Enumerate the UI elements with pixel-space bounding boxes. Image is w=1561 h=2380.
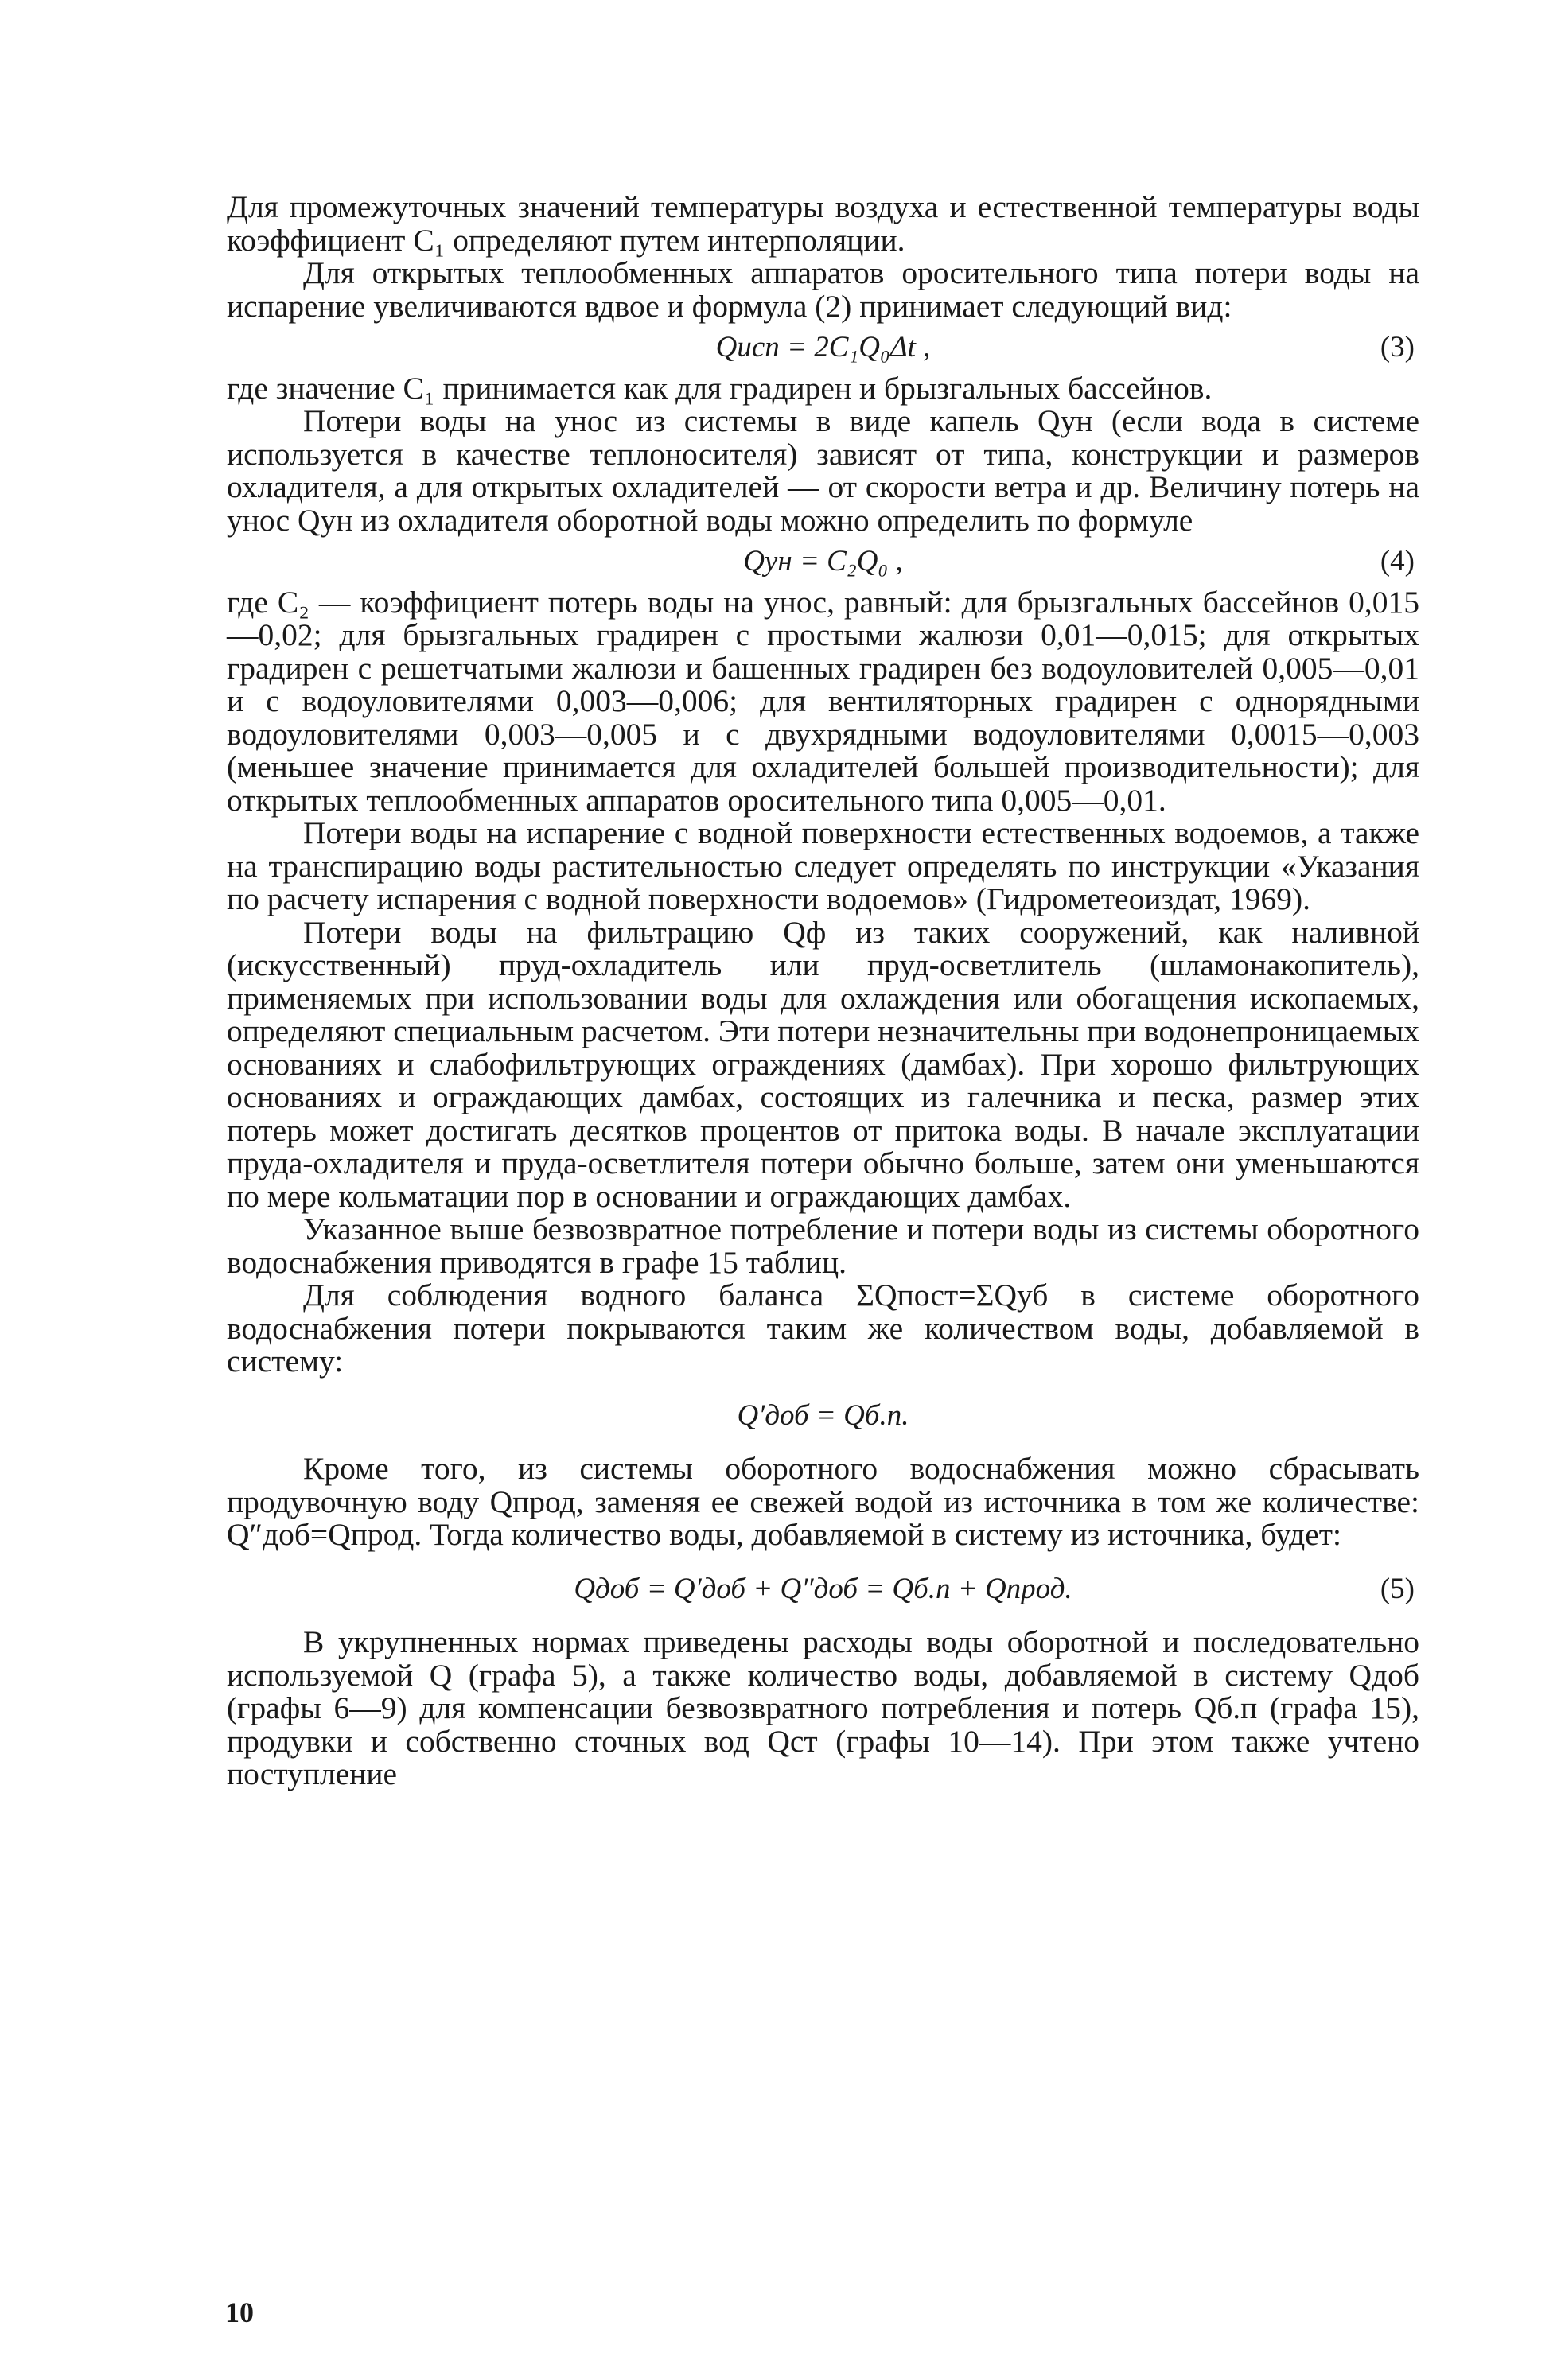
equation-4 [227,545,1419,578]
page-number: 10 [225,2296,254,2328]
paragraph-3: где значение C₁ принимается как для градирен и брызгальных бассейнов. [227,370,1213,406]
equation-dob-text: Q′доб = Qб.п. [737,1398,909,1432]
paragraph-11: В укрупненных нормах приведены расходы воды оборотной и последовательно используемой Q (графа 5), а также количество воды, добавляемой в систему Qдоб (графы 6—9) для компенсации безвозвратного потребления и потерь Qб.п (графа 15), продувки и собственно сточных вод Qст (графы 10—14). При этом также учтено поступление [227,1624,1419,1791]
equation-dob [227,1399,1419,1433]
equation-3 [227,331,1419,364]
equation-5-text: Qдоб = Q′доб + Q″доб = Qб.п + Qпрод. [574,1572,1072,1605]
paragraph-4: Потери воды на унос из системы в виде капель Qун (если вода в системе используется в качестве теплоносителя) зависят от типа, конструкции и размеров охладителя, а для открытых охладителей — от скорости ветра и др. Величину потерь на унос Qун из охладителя оборотной воды можно определить по формуле [227,403,1419,538]
paragraph-10: Кроме того, из системы оборотного водоснабжения можно сбрасывать продувочную воду Qпрод, заменяя ее свежей водой из источника в том же количестве: Q″доб=Qпрод. Тогда количество воды, добавляемой в систему из источника, будет: [227,1451,1419,1552]
paragraph-1: Для промежуточных значений температуры воздуха и естественной температуры воды коэффициент C₁ определяют путем интерполяции. [227,189,1419,258]
equation-5 [227,1573,1419,1606]
equation-4-text: Qун = C₂Q₀ , [743,545,903,578]
paragraph-8: Указанное выше безвозвратное потребление и потери воды из системы оборотного водоснабжения приводятся в графе 15 таблиц. [227,1211,1419,1280]
paragraph-7: Потери воды на фильтрацию Qф из таких сооружений, как наливной (искусственный) пруд-охладитель или пруд-осветлитель (шламонакопитель), применяемых при использовании воды для охлаждения или обогащения ископаемых, определяют специальным расчетом. Эти потери незначительны при водонепроницаемых основаниях и слабофильтрующих ограждениях (дамбах). При хорошо фильтрующих основаниях и ограждающих дамбах, состоящих из галечника и песка, размер этих потерь может достигать десятков процентов от притока воды. В начале эксплуатации пруда-охладителя и пруда-осветлителя потери обычно больше, затем они уменьшаются по мере кольматации пор в основании и ограждающих дамбах. [227,914,1419,1214]
equation-3-number: (3) [1380,331,1415,364]
paragraph-5: где C₂ — коэффициент потерь воды на унос, равный: для брызгальных бассейнов 0,015—0,02; для брызгальных градирен с простыми жалюзи 0,01—0,015; для открытых градирен с решетчатыми жалюзи и башенных градирен без водоуловителей 0,005—0,01 и с водоуловителями 0,003—0,006; для вентиляторных градирен с однорядными водоуловителями 0,003—0,005 и с двухрядными водоуловителями 0,0015—0,003 (меньшее значение принимается для охладителей большей производительности); для открытых теплообменных аппаратов оросительного типа 0,005—0,01. [227,584,1419,818]
equation-3-text: Qисп = 2C₁Q₀Δt , [715,331,931,364]
paragraph-2: Для открытых теплообменных аппаратов оросительного типа потери воды на испарение увеличиваются вдвое и формула (2) принимает следующий вид: [227,255,1419,324]
paragraph-6: Потери воды на испарение с водной поверхности естественных водоемов, а также на транспирацию воды растительностью следует определять по инструкции «Указания по расчету испарения с водной поверхности водоемов» (Гидрометеоиздат, 1969). [227,815,1419,916]
equation-4-number: (4) [1380,545,1415,578]
paragraph-9: Для соблюдения водного баланса ΣQпост=ΣQуб в системе оборотного водоснабжения потери покрываются таким же количеством воды, добавляемой в систему: [227,1278,1419,1379]
equation-5-number: (5) [1380,1572,1415,1605]
